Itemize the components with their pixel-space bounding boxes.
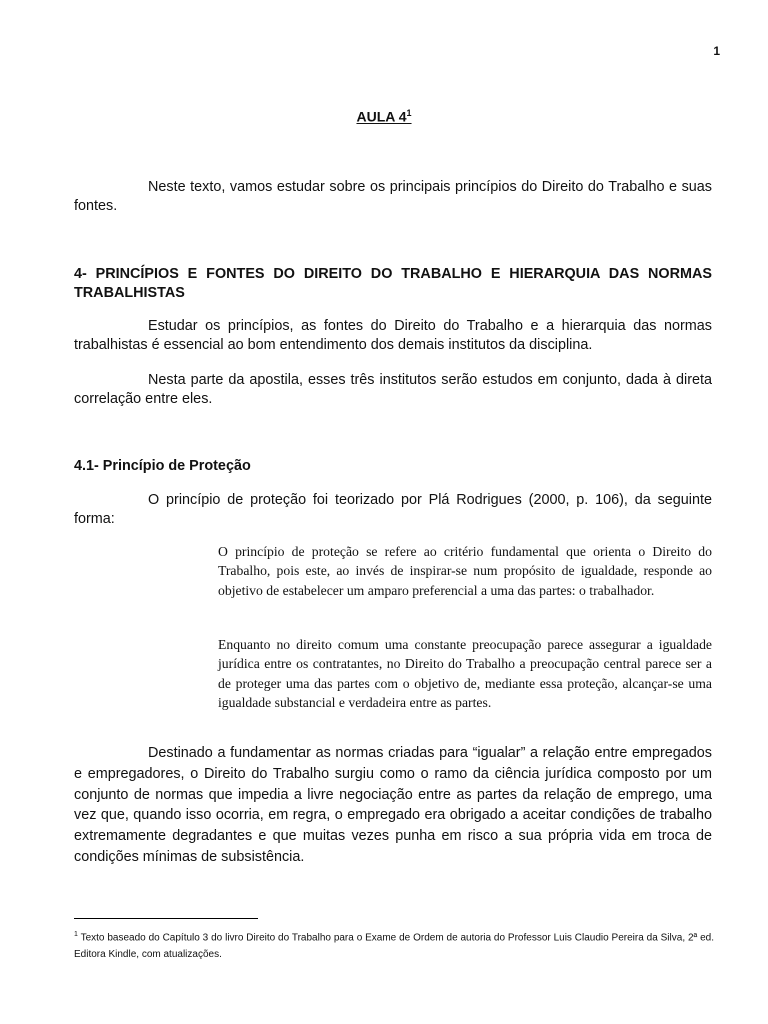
subsection-paragraph-1: O princípio de proteção foi teorizado por Plá Rodrigues (2000, p. 106), da seguinte forma: (74, 492, 712, 527)
footnote-divider (74, 918, 258, 919)
page-title (0, 108, 768, 125)
subsection-heading: 4.1- Princípio de Proteção (74, 458, 251, 474)
intro-paragraph: Neste texto, vamos estudar sobre os principais princípios do Direito do Trabalho e suas fontes. (74, 179, 712, 214)
page-title-text: AULA 4 (356, 108, 407, 125)
section-paragraph-2: Nesta parte da apostila, esses três institutos serão estudos em conjunto, dada à direta correlação entre eles. (74, 372, 712, 407)
footnote-marker: 1 (74, 931, 78, 938)
subsection-paragraph-2: Destinado a fundamentar as normas criadas para “igualar” a relação entre empregados e empregadores, o Direito do Trabalho surgiu como o ramo da ciência jurídica composto por um conjunto de normas que impedia a livre negociação entre as partes da relação de emprego, uma vez que, quando isso ocorria, em regra, o empregado era obrigado a aceitar condições de trabalho extremamente degradantes e que muitas vezes punha em risco a sua própria vida em troca de condições mínimas de subsistência. (74, 745, 712, 865)
block-quote-1: O princípio de proteção se refere ao critério fundamental que orienta o Direito do Trabalho, pois este, ao invés de inspirar-se num propósito de igualdade, responde ao objetivo de estabelecer um amparo preferencial a uma das partes: o trabalhador. (218, 544, 712, 598)
title-footnote-marker: 1 (406, 108, 412, 118)
footnote-text: Texto baseado do Capítulo 3 do livro Direito do Trabalho para o Exame de Ordem de autoria do Professor Luis Claudio Pereira da Silva, 2ª ed. Editora Kindle, com atualizações. (74, 932, 714, 961)
section-heading: 4- PRINCÍPIOS E FONTES DO DIREITO DO TRABALHO E HIERARQUIA DAS NORMAS TRABALHISTAS (74, 266, 712, 301)
block-quote-2: Enquanto no direito comum uma constante preocupação parece assegurar a igualdade jurídica entre os contratantes, no Direito do Trabalho a preocupação central parece ser a de proteger uma das partes com o objetivo de, mediante essa proteção, alcançar-se uma igualdade substancial e verdadeira entre as partes. (218, 637, 712, 711)
footnote (74, 926, 714, 963)
page-number: 1 (713, 44, 720, 58)
section-paragraph-1: Estudar os princípios, as fontes do Direito do Trabalho e a hierarquia das normas trabalhistas é essencial ao bom entendimento dos demais institutos da disciplina. (74, 318, 712, 353)
